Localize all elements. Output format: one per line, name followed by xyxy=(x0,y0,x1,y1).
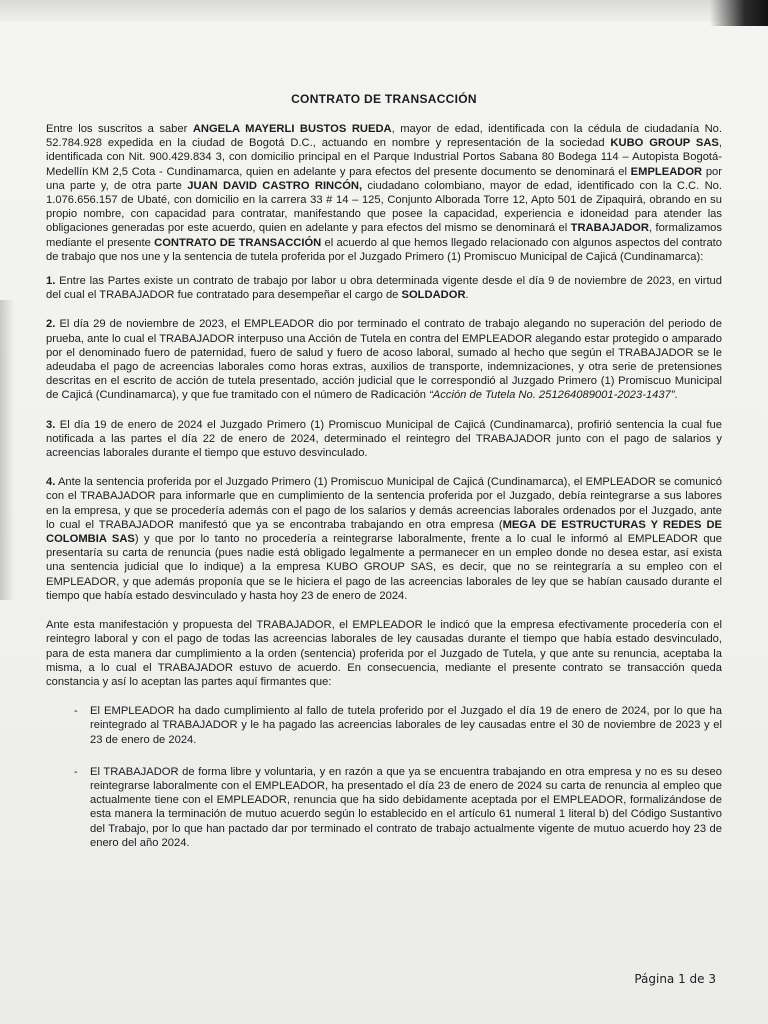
intro-text-6: , formalizamos mediante el presente xyxy=(46,222,722,249)
clause-4 xyxy=(46,475,722,603)
page-number: Página 1 de 3 xyxy=(634,972,716,986)
clause-2-text: El día 29 de noviembre de 2023, el EMPLEADOR dio por terminado el contrato de trabajo alegando no superación del periodo de prueba, ante lo cual el TRABAJADOR interpuso una Acción de Tutela en contra del EMPLEADOR alegando estar protegido o amparado por el denominado fuero de paternidad, fuero de salud y fuero de acoso laboral, sumado al hecho que según el TRABAJADOR se le adeudaba el pago de acreencias laborales como horas extras, auxilios de transporte, indemnizaciones, y otra serie de pretensiones descritas en el escrito de acción de tutela presentado, acción judicial que le correspondió al Juzgado Primero (1) Promiscuo Municipal de Cajicá (Cundinamarca), y que fue tramitado con el número de Radicación xyxy=(46,318,722,402)
intro-text-3: , identificada con Nit. 900.429.834 3, con domicilio principal en el Parque Industrial Portos Sabana 80 Bodega 114 – Autopista Bogotá-Medellín KM 2,5 Cota - Cundinamarca, quien en adelante y para efectos del presente documento se denominará el xyxy=(46,137,722,178)
intro-text-2: , mayor de edad, identificada con la cédula de ciudadanía No. 52.784.928 expedida en la ciudad de Bogotá D.C., actuando en nombre y representación de la sociedad xyxy=(46,123,722,150)
intro-paragraph xyxy=(46,122,722,264)
clause-2-end: . xyxy=(674,389,678,402)
intro-text-7: el acuerdo al que hemos llegado relacionado con algunos aspectos del contrato de trabajo que nos une y la sentencia de tutela proferida por el Juzgado Primero (1) Promiscuo Municipal de Cajicá (Cundinamarca): xyxy=(46,236,723,263)
clause-1-end: . xyxy=(465,289,469,302)
photo-dark-corner xyxy=(710,0,768,26)
clause-2-number: 2. xyxy=(46,318,56,331)
agreement-list xyxy=(46,704,722,850)
list-item-text: El TRABAJADOR de forma libre y voluntaria, y en razón a que ya se encuentra trabajando en otra empresa y no es su deseo reintegrarse laboralmente con el EMPLEADOR, ha presentado el día 23 de enero de 2024 su carta de renuncia al empleo que actualmente tiene con el EMPLEADOR, renuncia que ha sido debidamente aceptada por el EMPLEADOR, formalizándose de esta manera la terminación de mutuo acuerdo según lo establecido en el artículo 61 numeral 1 literal b) del Código Sustantivo del Trabajo, por lo que han pactado dar por terminado el contrato de trabajo actualmente vigente de mutuo acuerdo hoy 23 de enero del año 2024. xyxy=(90,765,722,849)
document-title: CONTRATO DE TRANSACCIÓN xyxy=(291,92,477,106)
intro-empleador-term: EMPLEADOR xyxy=(630,165,703,178)
intro-trabajador-term: TRABAJADOR xyxy=(570,222,649,235)
clause-3-text: El día 19 de enero de 2024 el Juzgado Primero (1) Promiscuo Municipal de Cajicá (Cundinamarca), profirió sentencia la cual fue notificada a las partes el día 22 de enero de 2024, determinado el reintegro del TRABAJADOR junto con el pago de salarios y acreencias laborales durante el tiempo que estuvo desvinculado. xyxy=(46,418,722,460)
clause-1-number: 1. xyxy=(46,275,56,288)
intro-text-1: Entre los suscritos a saber xyxy=(46,123,193,135)
clause-2 xyxy=(46,317,722,402)
intro-text-5: ciudadano colombiano, mayor de edad, identificado con la C.C. No. 1.076.656.157 de Ubaté, con domicilio en la carrera 33 # 14 – 125, Conjunto Alborada Torre 12, Apto 501 de Zipaquirá, obrando en su propio nombre, con capacidad para contratar, manifestando que posee la capacidad, experiencia e idoneidad para atender las obligaciones generadas por este acuerdo, quien en adelante y para efectos del mismo se denominará el xyxy=(46,179,722,235)
intro-text-4: por una parte y, de otra parte xyxy=(46,165,723,192)
photo-top-edge xyxy=(0,0,768,22)
clause-1-position: SOLDADOR xyxy=(401,289,466,302)
clause-4-end: ) y que por lo tanto no procedería a reintegrarse laboralmente, frente a lo cual le informó al EMPLEADOR que presentaría su carta de renuncia (pues nadie está obligado legalmente a permanecer en un empleo donde no desea estar, así exista una sentencia judicial que lo indique) a la empresa KUBO GROUP SAS, es decir, que no se reintegraría a su empleo con el EMPLEADOR, y que además proponía que se le hiciera el pago de las acreencias laborales de ley que se habían causado durante el tiempo que había estado desvinculado y hasta hoy 23 de enero de 2024. xyxy=(46,533,722,602)
clause-1 xyxy=(46,274,722,302)
intro-company-name: KUBO GROUP SAS xyxy=(610,137,719,150)
clause-4-company: MEGA DE ESTRUCTURAS Y REDES DE COLOMBIA SAS xyxy=(46,518,722,546)
document-body xyxy=(46,92,722,868)
intro-name-representative: ANGELA MAYERLI BUSTOS RUEDA xyxy=(192,123,392,135)
list-dash: - xyxy=(74,705,78,718)
clause-4-text: Ante la sentencia proferida por el Juzgado Primero (1) Promiscuo Municipal de Cajicá (Cundinamarca), el EMPLEADOR se comunicó con el TRABAJADOR para informarle que en cumplimiento de la sentencia proferida por el Juzgado, debía reintegrarse a sus labores en la empresa, y que se procedería además con el pago de los salarios y demás acreencias laborales ordenados por el Juzgado, ante lo cual el TRABAJADOR manifestó que ya se encontraba trabajando en otra empresa ( xyxy=(46,476,722,531)
intro-contract-term: CONTRATO DE TRANSACCIÓN xyxy=(154,236,322,249)
clause-1-text: Entre las Partes existe un contrato de trabajo por labor u obra determinada vigente desde el día 9 de noviembre de 2023, en virtud del cual el TRABAJADOR fue contratado para desempeñar el cargo de xyxy=(46,275,722,302)
clause-3-number: 3. xyxy=(46,418,56,431)
list-item xyxy=(46,765,722,850)
list-item-text: El EMPLEADOR ha dado cumplimiento al fallo de tutela proferido por el Juzgado el día 19 de enero de 2024, por lo que ha reintegrado al TRABAJADOR y le ha pagado las acreencias laborales de ley causadas entre el 30 de noviembre de 2023 y el 23 de enero de 2024. xyxy=(90,705,722,746)
clause-2-radicacion: “Acción de Tutela No. 251264089001-2023-1437” xyxy=(429,389,675,402)
clause-3 xyxy=(46,418,722,461)
list-dash: - xyxy=(74,765,78,778)
photo-left-shadow xyxy=(0,300,14,600)
list-item xyxy=(46,704,722,747)
clause-4-number: 4. xyxy=(46,476,56,489)
statement-paragraph: Ante esta manifestación y propuesta del TRABAJADOR, el EMPLEADOR le indicó que la empresa efectivamente procedería con el reintegro laboral y con el pago de todas las acreencias laborales de ley causadas durante el tiempo que había estado desvinculado, para de esta manera dar cumplimiento a la orden (sentencia) proferida por el Juzgado de Tutela, y que ante su renuncia, aceptaba la misma, a lo cual el TRABAJADOR estuvo de acuerdo. En consecuencia, mediante el presente contrato se transacción queda constancia y así lo aceptan las partes aquí firmantes que: xyxy=(46,619,722,688)
intro-worker-name: JUAN DAVID CASTRO RINCÓN, xyxy=(187,179,363,192)
